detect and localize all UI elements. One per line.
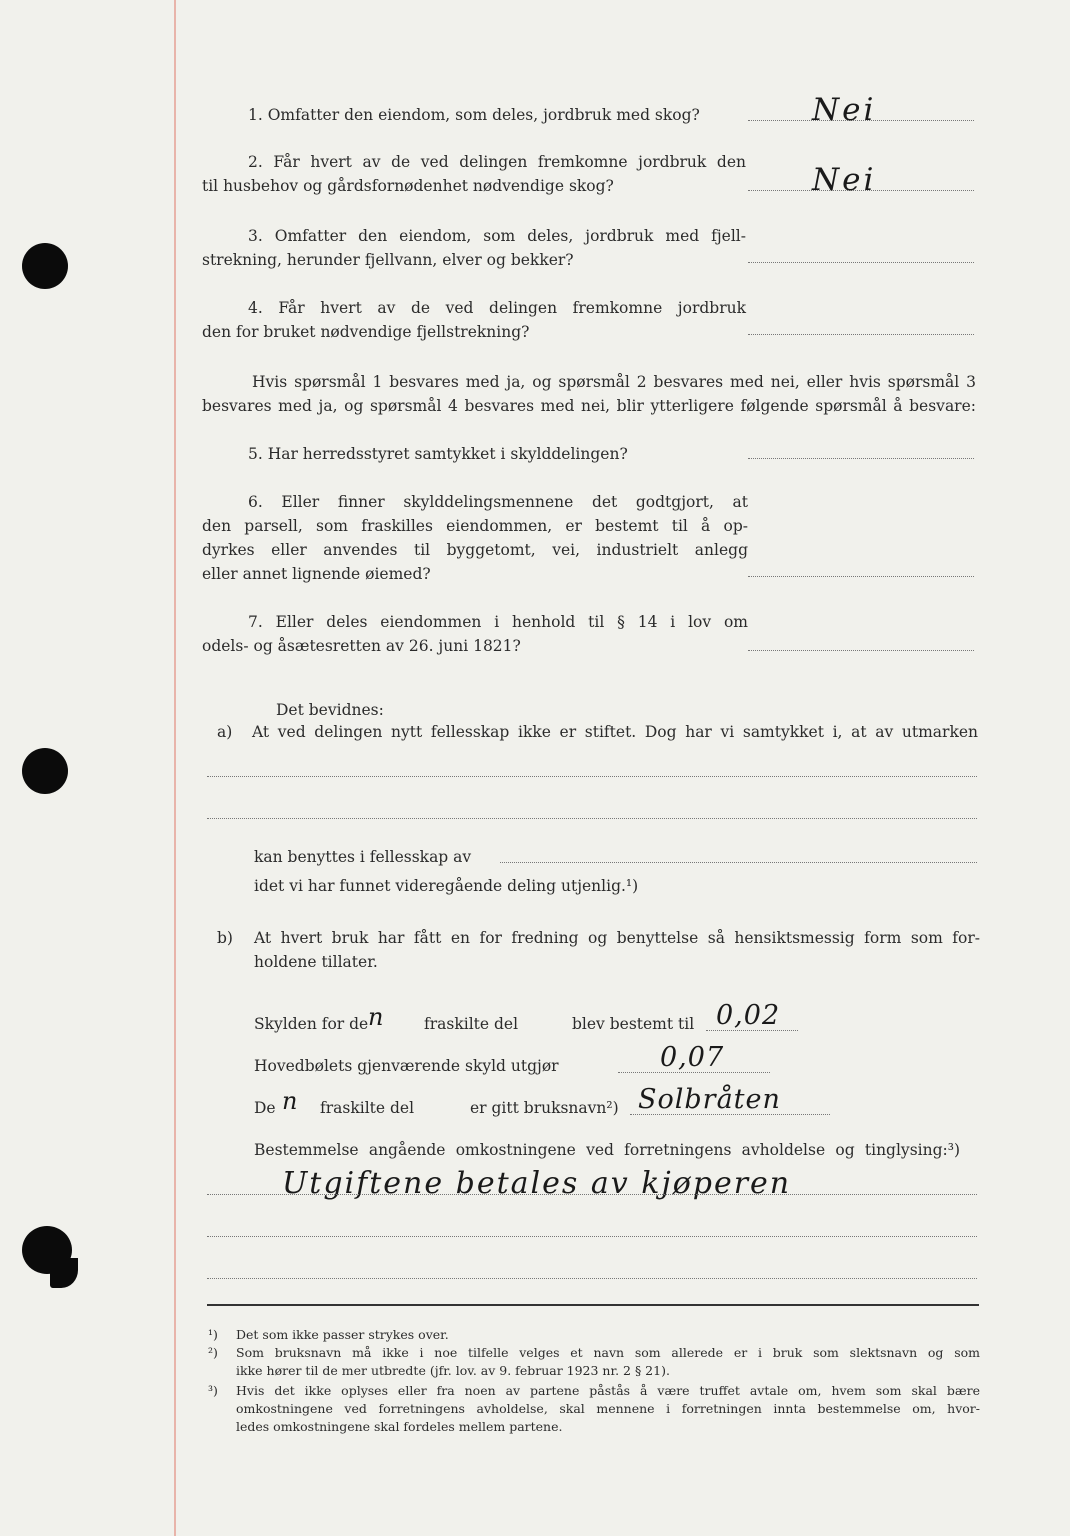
answer-line-3[interactable]: [748, 262, 974, 263]
costs-line-2[interactable]: [207, 1236, 977, 1237]
answer-line-5[interactable]: [748, 458, 974, 459]
skyld-label-mid: fraskilte del: [424, 1015, 519, 1033]
margin-line: [174, 0, 176, 1536]
costs-line-3[interactable]: [207, 1278, 977, 1279]
question-6-line-2: den parsell, som fraskilles eiendommen, er bestemt til å op-: [202, 517, 748, 535]
question-5: 5. Har herredsstyret samtykket i skylddelingen?: [248, 445, 628, 463]
punch-hole: [22, 748, 68, 794]
intro-line-2: besvares med ja, og spørsmål 4 besvares med nei, blir ytterligere følgende spørsmål å besvare:: [202, 397, 976, 415]
costs-label: Bestemmelse angående omkostningene ved forretningens avholdelse og tinglysing:³): [254, 1141, 960, 1159]
question-3-line-2: strekning, herunder fjellvann, elver og bekker?: [202, 251, 574, 269]
question-7-line-2: odels- og åsætesretten av 26. juni 1821?: [202, 637, 521, 655]
skyld-hand-suffix: n: [368, 1003, 385, 1031]
question-2-line-1: 2. Får hvert av de ved delingen fremkomne jordbruk den: [248, 153, 746, 171]
bruksnavn-label-mid: fraskilte del: [320, 1099, 415, 1117]
bruksnavn-label-start: De: [254, 1099, 276, 1117]
footnote-rule: [207, 1304, 979, 1306]
hovedbol-value: 0,07: [660, 1042, 725, 1073]
bruksnavn-hand-suffix: n: [282, 1087, 299, 1115]
footnote-2-line-1: Som bruksnavn må ikke i noe tilfelle velges et navn som allerede er i bruk som slektsnavn og som: [236, 1345, 980, 1360]
attest-b-line-2: holdene tillater.: [254, 953, 378, 971]
costs-value: Utgiftene betales av kjøperen: [282, 1166, 792, 1201]
utmark-line-1[interactable]: [207, 776, 977, 777]
footnote-3-line-3: ledes omkostningene skal fordeles mellem partene.: [236, 1419, 563, 1434]
utmark-line-2[interactable]: [207, 818, 977, 819]
attest-b-label: b): [217, 929, 233, 947]
answer-2: Nei: [812, 162, 877, 198]
attest-a-use: kan benyttes i fellesskap av: [254, 848, 472, 866]
skyld-label-start: Skylden for de: [254, 1015, 369, 1033]
footnote-3-mark: ³): [208, 1383, 218, 1398]
attest-a-label: a): [217, 723, 233, 741]
footnote-2-line-2: ikke hører til de mer utbredte (jfr. lov. av 9. februar 1923 nr. 2 § 21).: [236, 1363, 670, 1378]
question-4-line-1: 4. Får hvert av de ved delingen fremkomne jordbruk: [248, 299, 746, 317]
bruksnavn-label-end: er gitt bruksnavn²): [470, 1099, 619, 1117]
attest-a-text: At ved delingen nytt fellesskap ikke er stiftet. Dog har vi samtykket i, at av utmarken: [252, 723, 978, 741]
question-7-line-1: 7. Eller deles eiendommen i henhold til § 14 i lov om: [248, 613, 748, 631]
footnote-3-line-1: Hvis det ikke oplyses eller fra noen av partene påstås å være truffet avtale om, hvem som skal bære: [236, 1383, 980, 1398]
question-3-line-1: 3. Omfatter den eiendom, som deles, jordbruk med fjell-: [248, 227, 746, 245]
question-6-line-3: dyrkes eller anvendes til byggetomt, vei, industrielt anlegg: [202, 541, 748, 559]
skyld-label-end: blev bestemt til: [572, 1015, 695, 1033]
question-6-line-1: 6. Eller finner skylddelingsmennene det godtgjort, at: [248, 493, 748, 511]
skyld-value: 0,02: [716, 1000, 781, 1031]
punch-hole-tail: [50, 1258, 78, 1288]
attest-a-reason: idet vi har funnet videregående deling utjenlig.¹): [254, 877, 639, 895]
attest-b-line-1: At hvert bruk har fått en for fredning og benyttelse så hensiktsmessig form som for-: [254, 929, 980, 947]
intro-line-1: Hvis spørsmål 1 besvares med ja, og spørsmål 2 besvares med nei, eller hvis spørsmål 3: [252, 373, 976, 391]
question-2-line-2: til husbehov og gårdsfornødenhet nødvendige skog?: [202, 177, 614, 195]
fellesskap-line[interactable]: [500, 862, 977, 863]
costs-line-1[interactable]: [207, 1194, 977, 1195]
answer-line-7[interactable]: [748, 650, 974, 651]
question-6-line-4: eller annet lignende øiemed?: [202, 565, 431, 583]
question-1: 1. Omfatter den eiendom, som deles, jordbruk med skog?: [248, 106, 700, 124]
footnote-2-mark: ²): [208, 1345, 218, 1360]
footnote-1-line-1: Det som ikke passer strykes over.: [236, 1327, 449, 1342]
punch-hole: [22, 243, 68, 289]
hovedbol-label: Hovedbølets gjenværende skyld utgjør: [254, 1057, 559, 1075]
question-4-line-2: den for bruket nødvendige fjellstrekning?: [202, 323, 530, 341]
footnote-3-line-2: omkostningene ved forretningens avholdelse, skal mennene i forretningen innta bestemmelse om, hvor-: [236, 1401, 980, 1416]
footnote-1-mark: ¹): [208, 1327, 218, 1342]
bruksnavn-value: Solbråten: [638, 1084, 781, 1115]
answer-line-4[interactable]: [748, 334, 974, 335]
answer-1: Nei: [812, 92, 877, 128]
attest-heading: Det bevidnes:: [276, 701, 384, 719]
answer-line-6[interactable]: [748, 576, 974, 577]
